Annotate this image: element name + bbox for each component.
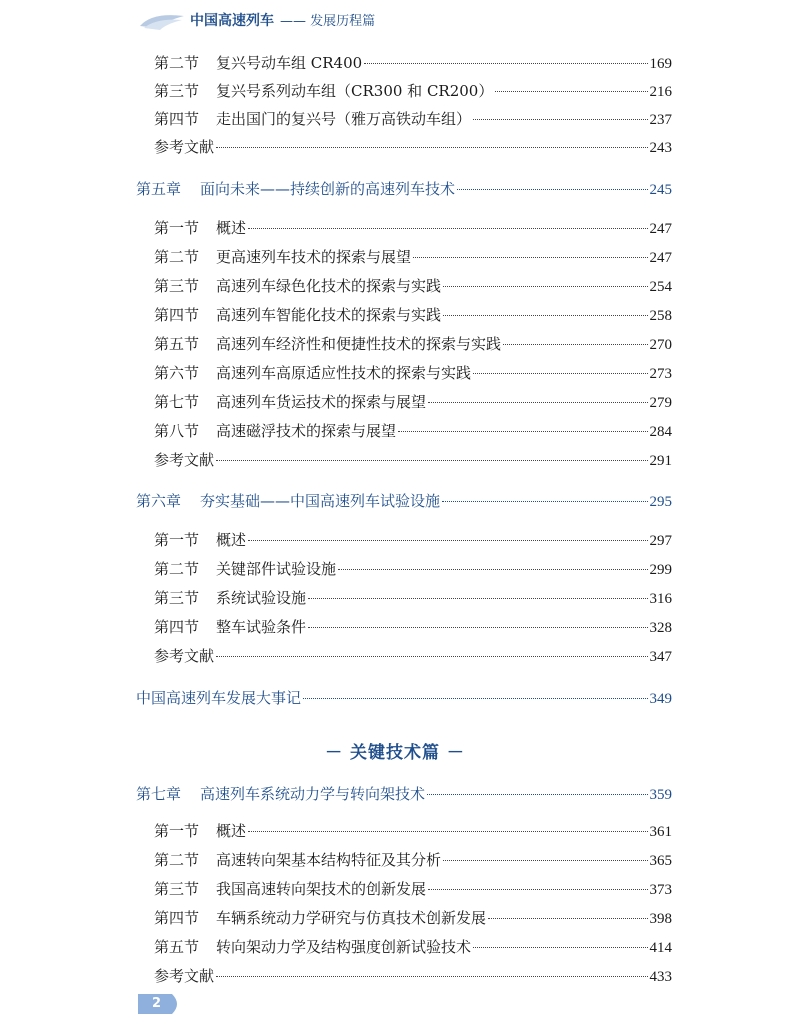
toc-entry-title: 高速列车高原适应性技术的探索与实践 <box>216 364 472 382</box>
toc-entry-title: 高速转向架基本结构特征及其分析 <box>216 851 442 869</box>
toc-entry-number: 第七章 <box>136 785 182 803</box>
toc-entry-title: 高速列车经济性和便捷性技术的探索与实践 <box>216 335 502 353</box>
toc-chapter-row[interactable] <box>136 783 672 806</box>
toc-entry-title: 高速列车智能化技术的探索与实践 <box>216 306 442 324</box>
toc-section-row[interactable] <box>154 217 672 240</box>
book-title: 中国高速列车 <box>190 13 274 29</box>
toc-entry-title: 高速列车绿色化技术的探索与实践 <box>216 277 442 295</box>
toc-entry-title: 高速磁浮技术的探索与展望 <box>216 422 397 440</box>
toc-entry-page: 216 <box>649 84 672 100</box>
toc-section-row[interactable] <box>154 820 672 843</box>
toc-entry-number: 第五节 <box>154 335 200 353</box>
toc-section-row[interactable] <box>154 529 672 552</box>
toc-section-row[interactable] <box>154 616 672 639</box>
toc-entry-page: 258 <box>649 308 672 324</box>
toc-entry-page: 243 <box>649 140 672 156</box>
toc-leader-dots <box>473 119 647 120</box>
toc-entry-title: 复兴号动车组 CR400 <box>216 54 363 72</box>
toc-entry-title: 概述 <box>216 531 247 549</box>
toc-entry-number: 第七节 <box>154 393 200 411</box>
toc-entry-number: 第一节 <box>154 531 200 549</box>
toc-entry-title: 面向未来——持续创新的高速列车技术 <box>200 180 456 198</box>
toc-leader-dots <box>413 257 647 258</box>
toc-entry-title: 车辆系统动力学研究与仿真技术创新发展 <box>216 909 487 927</box>
toc-entry-page: 245 <box>649 182 672 198</box>
toc-leader-dots <box>473 373 647 374</box>
toc-entry-number: 第四节 <box>154 306 200 324</box>
toc-entry-title: 高速列车系统动力学与转向架技术 <box>200 785 426 803</box>
toc-entry-title: 参考文献 <box>154 647 215 665</box>
toc-entry-number: 第六章 <box>136 492 182 510</box>
toc-section-row[interactable] <box>154 52 672 75</box>
toc-entry-page: 247 <box>649 250 672 266</box>
toc-leader-dots <box>216 147 647 148</box>
toc-entry-title: 夯实基础——中国高速列车试验设施 <box>200 492 441 510</box>
toc-entry-title: 参考文献 <box>154 967 215 985</box>
toc-entry-title: 我国高速转向架技术的创新发展 <box>216 880 427 898</box>
toc-entry-title: 中国高速列车发展大事记 <box>136 689 302 707</box>
toc-entry-title: 更高速列车技术的探索与展望 <box>216 248 412 266</box>
toc-entry-number: 第三节 <box>154 82 200 100</box>
toc-entry-page: 398 <box>649 911 672 927</box>
toc-entry-title: 关键部件试验设施 <box>216 560 337 578</box>
toc-entry-title: 高速列车货运技术的探索与展望 <box>216 393 427 411</box>
toc-chapter-row[interactable] <box>136 490 672 513</box>
toc-section-row[interactable] <box>154 136 672 159</box>
toc-leader-dots <box>248 228 647 229</box>
toc-entry-title: 系统试验设施 <box>216 589 307 607</box>
toc-section-row[interactable] <box>154 558 672 581</box>
toc-leader-dots <box>443 860 647 861</box>
toc-entry-number: 第二节 <box>154 851 200 869</box>
toc-entry-number: 第八节 <box>154 422 200 440</box>
toc-section-row[interactable] <box>154 965 672 988</box>
page-number: 2 <box>152 996 162 1011</box>
toc-entry-page: 254 <box>649 279 672 295</box>
toc-entry-page: 297 <box>649 533 672 549</box>
toc-entry-page: 433 <box>649 969 672 985</box>
toc-section-row[interactable] <box>154 333 672 356</box>
toc-entry-number: 第四节 <box>154 618 200 636</box>
toc-leader-dots <box>503 344 647 345</box>
toc-entry-number: 第三节 <box>154 277 200 295</box>
toc-entry-page: 295 <box>649 494 672 510</box>
toc-entry-page: 273 <box>649 366 672 382</box>
toc-leader-dots <box>303 698 647 699</box>
toc-entry-title: 走出国门的复兴号（雅万高铁动车组） <box>216 110 472 128</box>
toc-entry-number: 第二节 <box>154 54 200 72</box>
toc-leader-dots <box>216 656 647 657</box>
toc-section-row[interactable] <box>154 907 672 930</box>
toc-entry-number: 第四节 <box>154 110 200 128</box>
toc-entry-page: 316 <box>649 591 672 607</box>
toc-leader-dots <box>338 569 647 570</box>
toc-entry-page: 291 <box>649 453 672 469</box>
toc-entry-number: 第五节 <box>154 938 200 956</box>
toc-entry-page: 284 <box>649 424 672 440</box>
toc-entry-number: 第五章 <box>136 180 182 198</box>
toc-entry-page: 347 <box>649 649 672 665</box>
book-subtitle: —— 发展历程篇 <box>280 14 376 29</box>
toc-leader-dots <box>248 831 647 832</box>
toc-section-row[interactable] <box>154 420 672 443</box>
toc-entry-page: 247 <box>649 221 672 237</box>
toc-entry-page: 169 <box>649 56 672 72</box>
toc-entry-number: 第二节 <box>154 248 200 266</box>
toc-leader-dots <box>308 598 647 599</box>
toc-leader-dots <box>428 889 647 890</box>
toc-entry-number: 第一节 <box>154 219 200 237</box>
toc-entry-number: 第六节 <box>154 364 200 382</box>
toc-section-row[interactable] <box>154 449 672 472</box>
toc-section-row[interactable] <box>154 362 672 385</box>
toc-leader-dots <box>442 501 647 502</box>
toc-section-row[interactable] <box>154 304 672 327</box>
toc-entry-page: 270 <box>649 337 672 353</box>
toc-leader-dots <box>248 540 647 541</box>
toc-leader-dots <box>473 947 647 948</box>
toc-entry-page: 365 <box>649 853 672 869</box>
toc-section-row[interactable] <box>154 587 672 610</box>
toc-entry-page: 361 <box>649 824 672 840</box>
toc-entry-page: 299 <box>649 562 672 578</box>
toc-section-row[interactable] <box>154 878 672 901</box>
toc-section-row[interactable] <box>154 849 672 872</box>
toc-entry-number: 第一节 <box>154 822 200 840</box>
toc-leader-dots <box>443 286 647 287</box>
toc-entry-page: 349 <box>649 691 672 707</box>
toc-entry-number: 第二节 <box>154 560 200 578</box>
toc-leader-dots <box>216 976 647 977</box>
toc-leader-dots <box>495 91 647 92</box>
toc-section-row[interactable] <box>154 80 672 103</box>
toc-entry-number: 第四节 <box>154 909 200 927</box>
toc-leader-dots <box>216 460 647 461</box>
toc-section-row[interactable] <box>154 936 672 959</box>
toc-leader-dots <box>488 918 647 919</box>
toc-entry-page: 414 <box>649 940 672 956</box>
toc-entry-number: 第三节 <box>154 589 200 607</box>
toc-entry-title: 概述 <box>216 822 247 840</box>
toc-entry-title: 参考文献 <box>154 138 215 156</box>
toc-entry-title: 概述 <box>216 219 247 237</box>
toc-entry-page: 328 <box>649 620 672 636</box>
toc-section-row[interactable] <box>154 645 672 668</box>
toc-entry-page: 373 <box>649 882 672 898</box>
toc-entry-title: 转向架动力学及结构强度创新试验技术 <box>216 938 472 956</box>
toc-leader-dots <box>308 627 647 628</box>
toc-section-row[interactable] <box>154 108 672 131</box>
toc-entry-title: 复兴号系列动车组（CR300 和 CR200） <box>216 82 494 100</box>
toc-entry-title: 整车试验条件 <box>216 618 307 636</box>
toc-leader-dots <box>364 63 647 64</box>
toc-chapter-row[interactable] <box>136 687 672 710</box>
toc-entry-page: 279 <box>649 395 672 411</box>
toc-leader-dots <box>427 794 647 795</box>
toc-entry-number: 第三节 <box>154 880 200 898</box>
toc-section-row[interactable] <box>154 391 672 414</box>
toc-leader-dots <box>457 189 647 190</box>
toc-entry-page: 237 <box>649 112 672 128</box>
toc-chapter-row[interactable] <box>136 178 672 201</box>
part-title: － 关键技术篇 － <box>325 743 465 763</box>
toc-section-row[interactable] <box>154 275 672 298</box>
toc-leader-dots <box>398 431 647 432</box>
toc-leader-dots <box>428 402 647 403</box>
toc-entry-title: 参考文献 <box>154 451 215 469</box>
toc-entry-page: 359 <box>649 787 672 803</box>
toc-section-row[interactable] <box>154 246 672 269</box>
toc-leader-dots <box>443 315 647 316</box>
